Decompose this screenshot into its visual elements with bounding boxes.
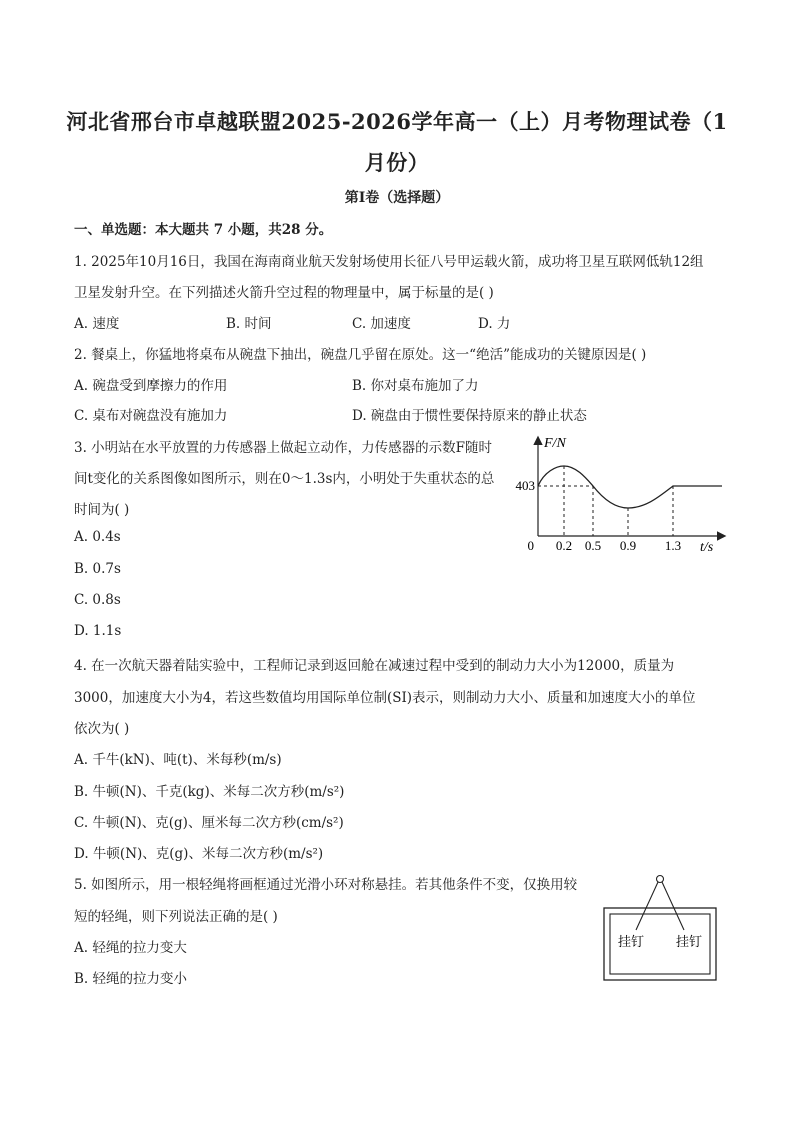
q4-line2: 3000，加速度大小为4，若这些数值均用国际单位制(SI)表示，则制动力大小、质量和加速度大小的单位 [74, 690, 696, 706]
y-axis-label: F/N [544, 436, 566, 451]
force-curve [538, 466, 722, 508]
part-heading: 一、单选题：本大题共 7 小题，共28 分。 [74, 222, 333, 238]
q3-line1: 3. 小明站在水平放置的力传感器上做起立动作，力传感器的示数F随时 [74, 440, 493, 456]
q4-option-a: A. 千牛(kN)、吨(t)、米每秒(m/s) [74, 752, 282, 768]
q3-line2: 间t变化的关系图像如图所示，则在0～1.3s内，小明处于失重状态的总 [74, 471, 495, 487]
q3-option-b: B. 0.7s [74, 561, 121, 577]
q3-option-d: D. 1.1s [74, 623, 122, 639]
origin-label: 0 [527, 538, 534, 553]
x-tick-0.5: 0.5 [584, 538, 602, 553]
q1-line1: 1. 2025年10月16日，我国在海南商业航天发射场使用长征八号甲运载火箭，成功将卫星互联网低轨12组 [74, 254, 704, 270]
section-title: 第I卷（选择题） [344, 190, 450, 206]
q4-option-d: D. 牛顿(N)、克(g)、米每二次方秒(m/s²) [74, 846, 324, 862]
q1-option-b: B. 时间 [226, 316, 272, 332]
x-tick-0.2: 0.2 [555, 538, 573, 553]
q1-line2: 卫星发射升空。在下列描述火箭升空过程的物理量中，属于标量的是( ) [74, 285, 494, 301]
q5-line1: 5. 如图所示，用一根轻绳将画框通过光滑小环对称悬挂。若其他条件不变，仅换用较 [74, 877, 578, 893]
x-axis-label: t/s [700, 540, 714, 555]
q3-option-a: A. 0.4s [74, 529, 121, 545]
q1-option-d: D. 力 [478, 316, 511, 332]
q3-option-c: C. 0.8s [74, 592, 121, 608]
q2-option-c: C. 桌布对碗盘没有施加力 [74, 408, 228, 424]
q1-option-a: A. 速度 [74, 316, 120, 332]
q4-line1: 4. 在一次航天器着陆实验中，工程师记录到返回舱在减速过程中受到的制动力大小为12000，质量为 [74, 658, 675, 674]
exam-title-line1: 河北省邢台市卓越联盟2025-2026学年高一（上）月考物理试卷（1 [66, 109, 728, 134]
q2-option-b: B. 你对桌布施加了力 [352, 378, 479, 394]
rope-left [636, 882, 658, 930]
q5-picture-frame-figure [598, 872, 724, 984]
smooth-ring [657, 876, 664, 883]
rope-right [662, 882, 684, 930]
q2-option-d: D. 碗盘由于惯性要保持原来的静止状态 [352, 408, 587, 424]
y-tick-403: 403 [515, 478, 535, 493]
q5-option-b: B. 轻绳的拉力变小 [74, 971, 188, 987]
q4-line3: 依次为( ) [74, 721, 130, 737]
q3-force-time-graph [500, 432, 732, 556]
exam-title-line2: 月份） [364, 150, 430, 175]
q3-line3: 时间为( ) [74, 502, 130, 518]
q2-option-a: A. 碗盘受到摩擦力的作用 [74, 378, 228, 394]
x-tick-1.3: 1.3 [664, 538, 682, 553]
q5-option-a: A. 轻绳的拉力变大 [74, 940, 187, 956]
q4-option-c: C. 牛顿(N)、克(g)、厘米每二次方秒(cm/s²) [74, 815, 344, 831]
q1-option-c: C. 加速度 [352, 316, 411, 332]
nail-right-label: 挂钉 [676, 934, 703, 949]
x-tick-0.9: 0.9 [619, 538, 637, 553]
q4-option-b: B. 牛顿(N)、千克(kg)、米每二次方秒(m/s²) [74, 784, 345, 800]
q2-line1: 2. 餐桌上，你猛地将桌布从碗盘下抽出，碗盘几乎留在原处。这一“绝活”能成功的关键原因是( ) [74, 347, 647, 363]
nail-left-label: 挂钉 [618, 934, 645, 949]
q5-line2: 短的轻绳，则下列说法正确的是( ) [74, 909, 278, 925]
